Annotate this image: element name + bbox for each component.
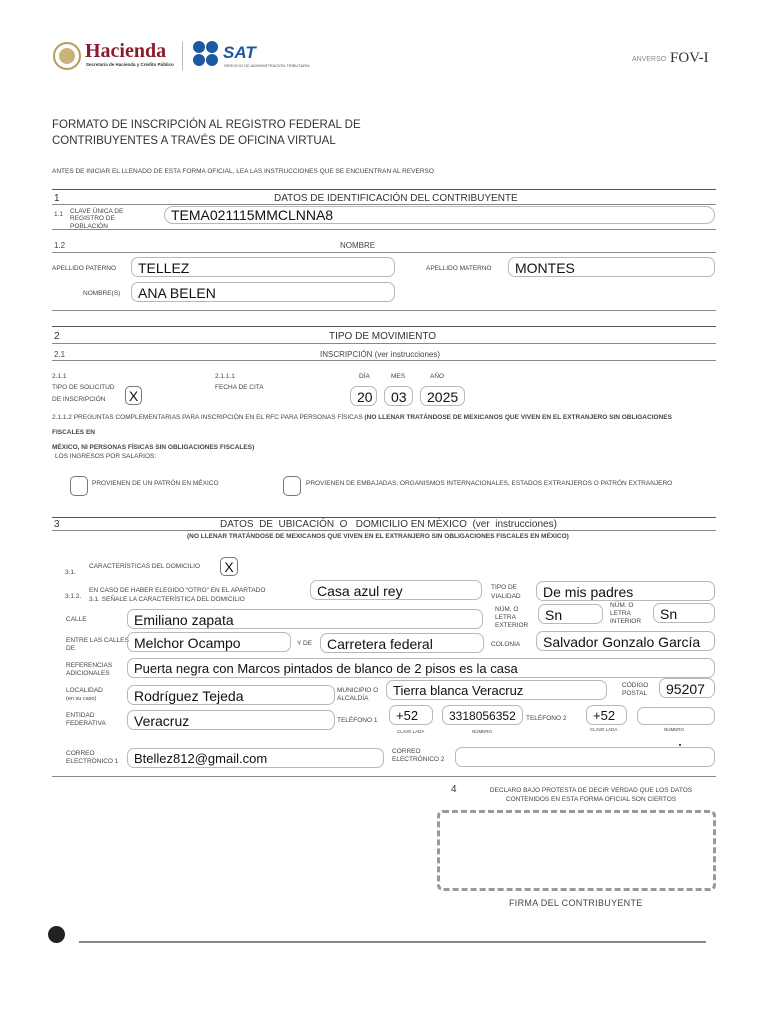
num-ext-label-3: EXTERIOR [495, 622, 529, 629]
section3-number: 3 [54, 519, 60, 530]
inscripcion-rule [52, 360, 716, 361]
solicitud-number: 2.1.1 [52, 373, 67, 380]
cita-number: 2.1.1.1 [215, 373, 235, 380]
vialidad-label-1: TIPO DE [491, 584, 518, 591]
preguntas-label: PREGUNTAS COMPLEMENTARIAS PARA INSCRIPCIÓN EN EL RFC PARA PERSONAS FÍSICAS [73, 414, 363, 421]
cita-mes-field[interactable]: 03 [384, 386, 413, 406]
tel2-lada-field[interactable]: +52 [586, 705, 627, 725]
entre-calles-label-1: ENTRE LAS CALLES [66, 637, 129, 644]
section2-top-rule [52, 326, 716, 327]
name-number: 1.2 [54, 241, 66, 250]
cita-anio-field[interactable]: 2025 [420, 386, 465, 406]
declaration-text [480, 786, 702, 804]
hacienda-subtitle: Secretaría de Hacienda y Crédito Público [86, 62, 174, 67]
stray-mark [679, 744, 681, 746]
municipio-field[interactable]: Tierra blanca Veracruz [386, 680, 607, 700]
otro-label-1: EN CASO DE HABER ELEGIDO “OTRO” EN EL APARTADO [89, 587, 266, 594]
hacienda-name: Hacienda [85, 40, 167, 62]
sat-dot-icon [193, 54, 205, 66]
footer-rule [79, 941, 706, 943]
name-title: NOMBRE [340, 241, 376, 250]
num-interior-field[interactable]: Sn [653, 603, 715, 623]
apellido-materno-field[interactable]: MONTES [508, 257, 715, 277]
tel1-label: TELÉFONO 1 [337, 717, 378, 724]
tel2-lada-caption: CLAVE LADA [590, 727, 618, 732]
patron-extranjero-label: PROVIENEN DE EMBAJADAS, ORGANISMOS INTERNACIONALES, ESTADOS EXTRANJEROS O PATRÓN EXTRANJERO [306, 480, 673, 487]
section2-title: TIPO DE MOVIMIENTO [329, 331, 437, 342]
referencias-field[interactable]: Puerta negra con Marcos pintados de blanco de 2 pisos es la casa [127, 658, 715, 678]
num-int-label-3: INTERIOR [610, 618, 642, 625]
y-de-label: Y DE [297, 640, 313, 647]
mes-label: MES [391, 373, 406, 380]
materno-label: APELLIDO MATERNO [426, 265, 492, 272]
correo2-field[interactable] [455, 747, 715, 767]
preguntas-bold-2: MÉXICO, NI PERSONAS FÍSICAS SIN OBLIGACIONES FISCALES) [52, 444, 255, 451]
num-exterior-field[interactable]: Sn [538, 604, 603, 624]
correo1-label-2: ELECTRÓNICO 1 [66, 758, 119, 765]
colonia-field[interactable]: Salvador Gonzalo García [536, 631, 715, 651]
calle-field[interactable]: Emiliano zapata [127, 609, 483, 629]
referencias-label-2: ADICIONALES [66, 670, 110, 677]
cita-dia-field[interactable]: 20 [350, 386, 377, 406]
section4-number: 4 [451, 784, 457, 795]
vialidad-label-2: VIALIDAD [491, 593, 521, 600]
caract-label: CARACTERÍSTICAS DEL DOMICILIO [89, 563, 200, 570]
paterno-label: APELLIDO PATERNO [52, 265, 117, 272]
entre-calles-label-2: DE [66, 645, 76, 652]
section3-subtitle: (NO LLENAR TRATÁNDOSE DE MEXICANOS QUE VIVEN EN EL EXTRANJERO SIN OBLIGACIONES FISCALES EN MÉXICO) [187, 533, 569, 540]
section1-number: 1 [54, 193, 60, 204]
section3-title: DATOS DE UBICACIÓN O DOMICILIO EN MÉXICO (ver instrucciones) [220, 519, 557, 530]
page-title-line2: CONTRIBUYENTES A TRAVÉS DE OFICINA VIRTUAL [52, 135, 336, 147]
solicitud-label-1: TIPO DE SOLICITUD [52, 384, 115, 391]
section3-bottom-rule [52, 776, 716, 777]
logo-divider [182, 42, 183, 70]
otro-label-2: 3.1. SEÑALE LA CARACTERÍSTICA DEL DOMICILIO [89, 596, 245, 603]
calle-label: CALLE [66, 616, 87, 623]
nombres-field[interactable]: ANA BELEN [131, 282, 395, 302]
apellido-paterno-field[interactable]: TELLEZ [131, 257, 395, 277]
section2-title-rule [52, 343, 716, 344]
sat-subtitle: SERVICIO DE ADMINISTRACIÓN TRIBUTARIA [224, 63, 310, 68]
sat-name: SAT [223, 43, 256, 62]
codigo-postal-field[interactable]: 95207 [659, 678, 715, 698]
eagle-seal-icon [52, 41, 82, 71]
firma-label: FIRMA DEL CONTRIBUYENTE [509, 898, 643, 908]
tel1-numero-caption: NÚMERO [472, 729, 492, 734]
municipio-label-1: MUNICIPIO O [337, 687, 379, 694]
tel2-numero-caption: NÚMERO [664, 727, 684, 732]
tel2-label: TELÉFONO 2 [526, 715, 567, 722]
num-int-label-2: LETRA [610, 610, 631, 617]
solicitud-checkbox[interactable]: X [125, 386, 142, 405]
patron-extranjero-checkbox[interactable] [283, 476, 301, 496]
cp-label-1: CÓDIGO [622, 682, 649, 689]
preguntas-bold-1: (NO LLENAR TRATÁNDOSE DE MEXICANOS QUE VIVEN EN EL EXTRANJERO SIN OBLIGACIONES FISCALES EN [52, 414, 672, 436]
name-title-rule [52, 252, 716, 253]
cita-label: FECHA DE CITA [215, 384, 264, 391]
curp-field[interactable]: TEMA021115MMCLNNA8 [164, 206, 715, 224]
form-code: FOV-I [670, 50, 709, 66]
page-title [52, 117, 361, 149]
solicitud-label-2: DE INSCRIPCIÓN [52, 396, 106, 403]
entre-calle-2-field[interactable]: Carretera federal [320, 633, 484, 653]
entidad-label-2: FEDERATIVA [66, 720, 106, 727]
curp-number: 1.1 [54, 211, 64, 218]
section3-top-rule [52, 517, 716, 518]
entre-calle-1-field[interactable]: Melchor Ocampo [127, 632, 291, 652]
signature-box[interactable] [437, 810, 716, 891]
caract-checkbox[interactable]: X [220, 557, 238, 576]
footer-bullet [48, 926, 65, 943]
sat-dot-icon [206, 54, 218, 66]
nombres-label: NOMBRE(S) [83, 290, 121, 297]
localidad-label-1: LOCALIDAD [66, 687, 103, 694]
otro-caracteristica-field[interactable]: Casa azul rey [310, 580, 482, 600]
ingresos-label: LOS INGRESOS POR SALARIOS: [55, 453, 157, 460]
num-ext-label-1: NÚM. O [495, 606, 519, 613]
sat-dot-icon [206, 41, 218, 53]
correo2-label-2: ELECTRÓNICO 2 [392, 756, 445, 763]
section1-curp-rule [52, 229, 716, 230]
colonia-label: COLONIA [491, 641, 521, 648]
municipio-label-2: ALCALDÍA [337, 695, 369, 702]
correo1-label-1: CORREO [66, 750, 95, 757]
page-title-line1: FORMATO DE INSCRIPCIÓN AL REGISTRO FEDERAL DE [52, 119, 361, 131]
dia-label: DÍA [359, 373, 370, 380]
tel1-lada-field[interactable]: +52 [389, 705, 433, 725]
caract-number: 3.1. [65, 569, 76, 576]
declaration-line1: DECLARO BAJO PROTESTA DE DECIR VERDAD QUE LOS DATOS [489, 787, 693, 794]
hacienda-logo [52, 40, 177, 72]
localidad-field[interactable]: Rodríguez Tejeda [127, 685, 335, 705]
curp-label: CLAVE ÚNICA DE REGISTRO DE POBLACIÓN [70, 208, 124, 230]
correo2-label-1: CORREO [392, 748, 421, 755]
cp-label-2: POSTAL [622, 690, 648, 697]
inscripcion-number: 2.1 [54, 350, 66, 359]
sat-logo [193, 41, 323, 71]
patron-mexico-checkbox[interactable] [70, 476, 88, 496]
num-ext-label-2: LETRA [495, 614, 516, 621]
section3-title-rule [52, 530, 716, 531]
declaration-line2: CONTENIDOS EN ESTA FORMA OFICIAL SON CIERTOS [505, 796, 677, 803]
inscripcion-title: INSCRIPCIÓN (ver instrucciones) [320, 350, 441, 359]
sat-dot-icon [193, 41, 205, 53]
entidad-label-1: ENTIDAD [66, 712, 95, 719]
preguntas-number: 2.1.1.2 [52, 414, 72, 421]
section1-title: DATOS DE IDENTIFICACIÓN DEL CONTRIBUYENTE [274, 193, 518, 204]
entidad-field[interactable]: Veracruz [127, 710, 335, 730]
section1-title-rule [52, 204, 716, 205]
section1-bottom-rule [52, 310, 716, 311]
localidad-label-2: (en su caso) [66, 696, 97, 702]
section1-top-rule [52, 189, 716, 190]
tel1-numero-field[interactable]: 3318056352 [442, 705, 523, 725]
anio-label: AÑO [430, 373, 445, 380]
tel2-numero-field[interactable] [637, 707, 715, 725]
correo1-field[interactable]: Btellez812@gmail.com [127, 748, 384, 768]
section2-number: 2 [54, 331, 60, 342]
num-int-label-1: NÚM. O [610, 602, 634, 609]
preguntas-text [52, 410, 692, 455]
otro-number: 3.1.2. [65, 593, 82, 600]
referencias-label-1: REFERENCIAS [66, 662, 113, 669]
patron-mexico-label: PROVIENEN DE UN PATRÓN EN MÉXICO [92, 480, 219, 487]
tel1-lada-caption: CLAVE LADA [397, 729, 425, 734]
instructions-note: ANTES DE INICIAR EL LLENADO DE ESTA FORMA OFICIAL, LEA LAS INSTRUCCIONES QUE SE ENCUENTRAN AL REVERSO [52, 168, 434, 175]
tipo-vialidad-field[interactable]: De mis padres [536, 581, 715, 601]
side-label: ANVERSO [632, 56, 667, 63]
